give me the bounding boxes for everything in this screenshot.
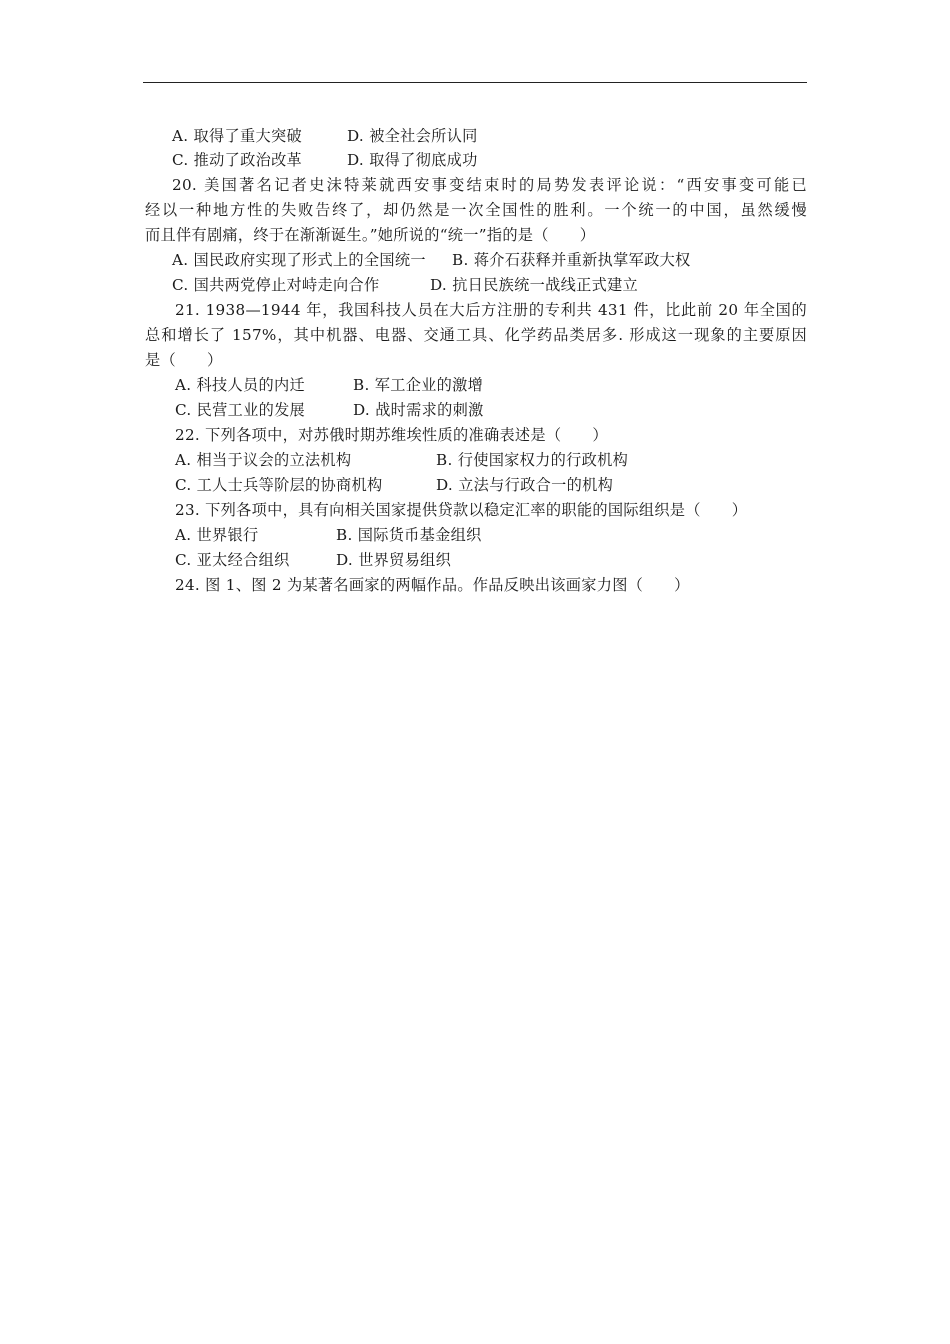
- q23-option-a: A. 世界银行: [175, 526, 259, 544]
- q20-option-d: D. 抗日民族统一战线正式建立: [430, 276, 639, 294]
- q20-stem-line-2: 经以一种地方性的失败告终了，却仍然是一次全国性的胜利。一个统一的中国，虽然缓慢: [145, 201, 807, 219]
- q20-option-a: A. 国民政府实现了形式上的全国统一: [172, 251, 426, 269]
- q21-option-b: B. 军工企业的激增: [353, 376, 484, 394]
- q24-stem: 24. 图 1、图 2 为某著名画家的两幅作品。作品反映出该画家力图（ ）: [175, 576, 690, 594]
- q19-option-d-2: D. 取得了彻底成功: [347, 151, 478, 169]
- q22-option-d: D. 立法与行政合一的机构: [436, 476, 614, 494]
- q22-option-c: C. 工人士兵等阶层的协商机构: [175, 476, 383, 494]
- q20-option-c: C. 国共两党停止对峙走向合作: [172, 276, 380, 294]
- q19-option-a: A. 取得了重大突破: [172, 127, 302, 145]
- q23-option-c: C. 亚太经合组织: [175, 551, 290, 569]
- q21-stem-line-2: 总和增长了 157%，其中机器、电器、交通工具、化学药品类居多. 形成这一现象的主要原因: [145, 326, 807, 344]
- q23-option-b: B. 国际货币基金组织: [336, 526, 482, 544]
- q21-option-d: D. 战时需求的刺激: [353, 401, 484, 419]
- q21-option-c: C. 民营工业的发展: [175, 401, 306, 419]
- q19-option-c: C. 推动了政治改革: [172, 151, 303, 169]
- q21-stem-line-1: 21. 1938—1944 年，我国科技人员在大后方注册的专利共 431 件，比此前 20 年全国的: [175, 301, 807, 319]
- q21-option-a: A. 科技人员的内迁: [175, 376, 305, 394]
- q22-option-b: B. 行使国家权力的行政机构: [436, 451, 629, 469]
- q21-stem-line-3: 是（ ）: [145, 351, 223, 369]
- q20-stem-line-1: 20. 美国著名记者史沫特莱就西安事变结束时的局势发表评论说：“西安事变可能已: [172, 176, 807, 194]
- header-rule: [143, 82, 807, 83]
- q22-stem: 22. 下列各项中，对苏俄时期苏维埃性质的准确表述是（ ）: [175, 426, 608, 444]
- q20-option-b: B. 蒋介石获释并重新执掌军政大权: [452, 251, 691, 269]
- q19-option-d-1: D. 被全社会所认同: [347, 127, 478, 145]
- q23-option-d: D. 世界贸易组织: [336, 551, 452, 569]
- q22-option-a: A. 相当于议会的立法机构: [175, 451, 352, 469]
- q23-stem: 23. 下列各项中，具有向相关国家提供贷款以稳定汇率的职能的国际组织是（ ）: [175, 501, 748, 519]
- q20-stem-line-3: 而且伴有剧痛，终于在渐渐诞生。”她所说的“统一”指的是（ ）: [145, 226, 596, 244]
